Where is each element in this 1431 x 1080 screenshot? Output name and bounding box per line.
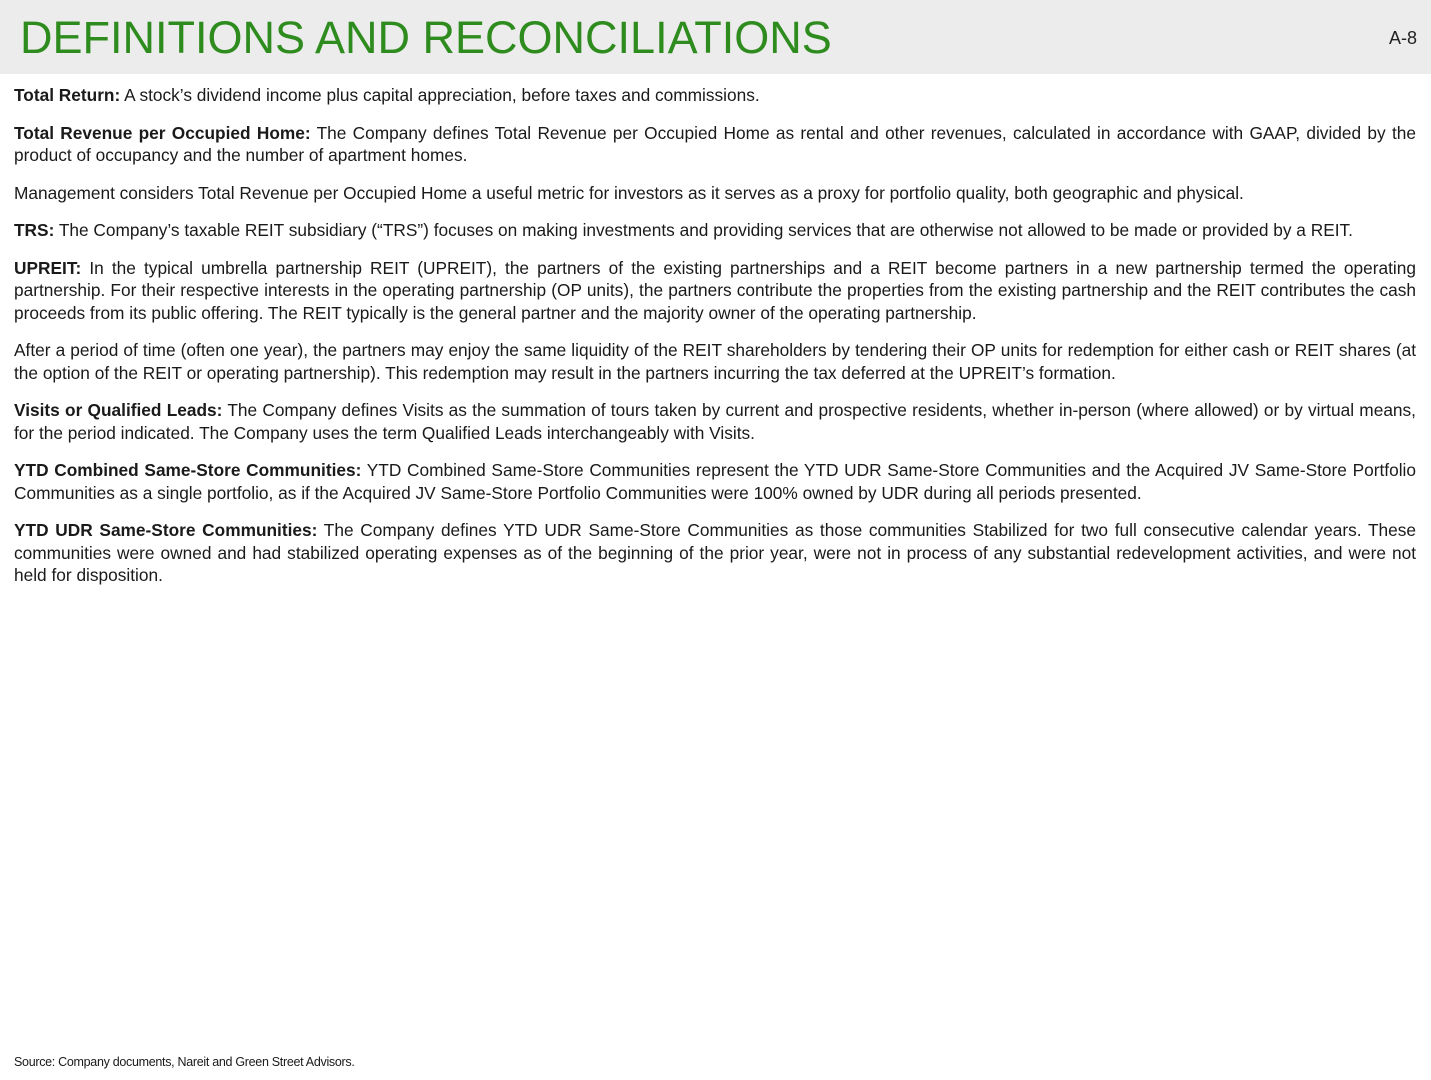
definition-term: Total Revenue per Occupied Home:	[14, 122, 311, 143]
page-number: A-8	[1388, 28, 1417, 48]
definition-term: UPREIT:	[14, 257, 82, 278]
definition-term: Visits or Qualified Leads:	[14, 400, 223, 420]
definition-visits-qualified-leads	[14, 399, 1416, 444]
definition-upreit	[14, 257, 1416, 325]
definition-text: YTD Combined Same-Store Communities represent the YTD UDR Same-Store Communities and the Acquired JV Same-Store Portfolio Communities as a single portfolio, as if the Acquired JV Same-Store Portfolio Communities were 100% owned by UDR during all periods presented.	[14, 460, 1416, 503]
definition-ytd-combined-same-store	[14, 459, 1416, 504]
page-title: DEFINITIONS AND RECONCILIATIONS	[20, 12, 832, 63]
definition-upreit-note	[14, 339, 1416, 384]
definition-text: In the typical umbrella partnership REIT (UPREIT), the partners of the existing partnerships and a REIT become partners in a new partnership termed the operating partnership. For their respective interests in the operating partnership (OP units), the partners contribute the properties from the existing partnership and the REIT contributes the cash proceeds from its public offering. The REIT typically is the general partner and the majority owner of the operating partnership.	[14, 257, 1416, 323]
definition-text: Management considers Total Revenue per Occupied Home a useful metric for investors as it serves as a proxy for portfolio quality, both geographic and physical.	[14, 182, 1244, 203]
definition-text: The Company defines Visits as the summation of tours taken by current and prospective residents, whether in-person (where allowed) or by virtual means, for the period indicated. The Company uses the term Qualified Leads interchangeably with Visits.	[14, 400, 1416, 443]
definition-text: After a period of time (often one year), the partners may enjoy the same liquidity of the REIT shareholders by tendering their OP units for redemption for either cash or REIT shares (at the option of the REIT or operating partnership). This redemption may result in the partners incurring the tax deferred at the UPREIT’s formation.	[14, 340, 1416, 383]
definition-ytd-udr-same-store	[14, 519, 1416, 587]
definition-text: A stock’s dividend income plus capital appreciation, before taxes and commissions.	[120, 85, 760, 105]
definition-term: Total Return:	[14, 85, 121, 105]
definition-total-revenue-note	[14, 182, 1416, 205]
definition-text: The Company defines YTD UDR Same-Store Communities as those communities Stabilized for two full consecutive calendar years. These communities were owned and had stabilized operating expenses as of the beginning of the prior year, were not in process of any substantial redevelopment activities, and were not held for disposition.	[14, 520, 1416, 585]
definition-text: The Company defines Total Revenue per Occupied Home as rental and other revenues, calculated in accordance with GAAP, divided by the product of occupancy and the number of apartment homes.	[14, 122, 1416, 165]
definition-total-revenue-per-occupied-home	[14, 122, 1416, 167]
definition-total-return	[14, 84, 1416, 107]
source-footnote: Source: Company documents, Nareit and Green Street Advisors.	[14, 1055, 355, 1069]
definition-trs	[14, 219, 1416, 242]
definition-term: YTD UDR Same-Store Communities:	[14, 520, 318, 540]
definition-term: YTD Combined Same-Store Communities:	[14, 460, 362, 480]
definition-term: TRS:	[14, 220, 55, 240]
page-header	[0, 0, 1431, 74]
definitions-body	[14, 84, 1416, 602]
definition-text: The Company’s taxable REIT subsidiary (“TRS”) focuses on making investments and providing services that are otherwise not allowed to be made or provided by a REIT.	[54, 220, 1353, 240]
